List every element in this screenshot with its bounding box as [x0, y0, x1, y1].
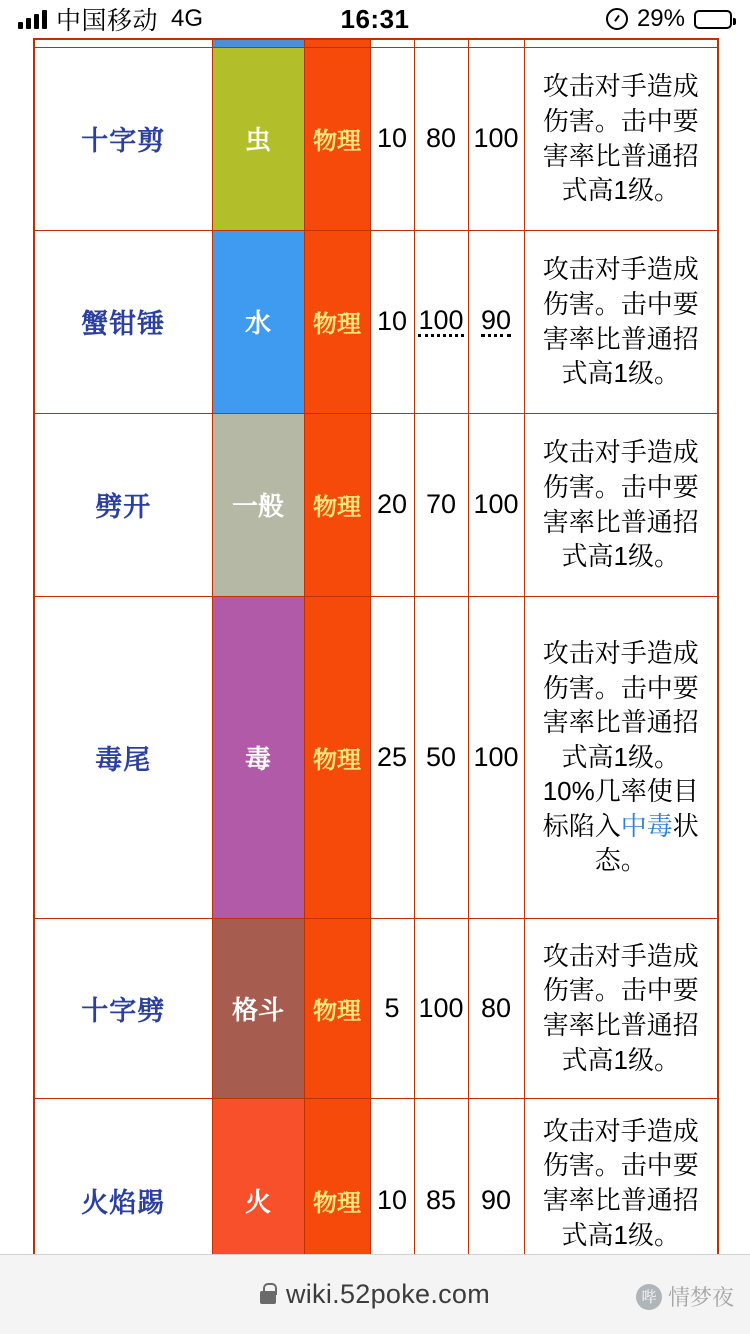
description-line: 攻击对手造成: [542, 1115, 699, 1146]
move-description-cell: [524, 596, 718, 918]
move-type-label: 格斗: [231, 994, 284, 1025]
move-pp-label: 10: [376, 123, 408, 153]
move-type-label: 虫: [244, 125, 271, 155]
move-category-cell[interactable]: [304, 230, 370, 413]
move-pp-cell: [370, 230, 414, 413]
move-power-cell: [414, 918, 468, 1098]
description-line: 害率比普通招: [542, 707, 699, 738]
carrier-label: 中国移动: [56, 7, 159, 35]
move-accuracy-label: 80: [480, 992, 512, 1023]
move-power-label: 100: [418, 306, 463, 337]
move-pp-cell: [370, 596, 414, 918]
description-line: 攻击对手造成: [542, 71, 699, 102]
move-type-label: 毒: [244, 743, 271, 774]
move-pp-label: 10: [376, 1184, 408, 1215]
move-description-cell: [524, 413, 718, 596]
move-category-label: 物理: [313, 311, 361, 338]
move-name-label[interactable]: 劈开: [95, 492, 152, 522]
status-bar-right: [606, 5, 732, 33]
move-type-cell[interactable]: [212, 413, 304, 596]
description-line: 伤害。击中要: [542, 288, 699, 319]
description-line: 攻击对手造成: [542, 254, 699, 285]
description-extra-line: 标陷入中毒状: [542, 810, 699, 841]
move-category-cell[interactable]: [304, 47, 370, 230]
location-arrow-icon: [606, 8, 628, 30]
description-line: 式高1级。: [561, 1044, 680, 1075]
move-accuracy-cell: [468, 413, 524, 596]
move-name-label[interactable]: 十字剪: [81, 126, 166, 156]
description-line: 伤害。击中要: [542, 1150, 699, 1181]
lock-icon: [260, 1291, 276, 1304]
move-category-label: 物理: [313, 128, 361, 155]
webpage-content[interactable]: [0, 38, 750, 1294]
table-row[interactable]: [34, 230, 718, 413]
move-pp-label: 25: [376, 741, 408, 772]
move-name-cell[interactable]: [34, 413, 212, 596]
status-bar-left: [18, 1, 203, 37]
description-line: 攻击对手造成: [542, 437, 699, 468]
description-extra-line: 10%几率使目: [542, 776, 699, 807]
description-line: 害率比普通招: [542, 1010, 699, 1040]
move-pp-label: 5: [384, 992, 400, 1023]
watermark: [636, 1281, 734, 1312]
description-line: 式高1级。: [561, 1219, 680, 1250]
move-accuracy-label: 100: [473, 489, 519, 519]
table-row[interactable]: [34, 47, 718, 230]
move-power-label: 70: [425, 489, 457, 519]
battery-percent-label: 29%: [636, 5, 685, 32]
move-type-cell[interactable]: [212, 596, 304, 918]
move-power-label: 100: [418, 992, 464, 1023]
description-line: 攻击对手造成: [542, 637, 699, 668]
move-name-label[interactable]: 十字劈: [81, 995, 166, 1026]
move-type-label: 水: [244, 308, 271, 338]
move-pp-label: 10: [376, 306, 408, 336]
description-line: 式高1级。: [561, 541, 680, 572]
move-pp-label: 20: [376, 489, 408, 519]
inline-link[interactable]: 中毒: [620, 810, 673, 841]
move-category-label: 物理: [313, 997, 361, 1025]
battery-icon: [694, 10, 732, 29]
description-line: 伤害。击中要: [542, 105, 699, 136]
table-cell: [468, 39, 524, 47]
move-category-label: 物理: [313, 494, 361, 521]
move-power-label: 80: [425, 123, 457, 153]
description-line: 伤害。击中要: [542, 471, 699, 502]
move-power-label: 50: [425, 741, 457, 772]
move-power-cell: [414, 596, 468, 918]
watermark-logo-icon: 哔: [636, 1284, 662, 1310]
move-name-label[interactable]: 蟹钳锤: [81, 309, 166, 339]
table-cell: [414, 39, 468, 47]
signal-bars-icon: [18, 9, 47, 29]
move-accuracy-label: 90: [480, 1184, 512, 1215]
move-category-cell[interactable]: [304, 918, 370, 1098]
move-pp-cell: [370, 413, 414, 596]
move-accuracy-cell: [468, 47, 524, 230]
move-power-label: 85: [425, 1184, 457, 1215]
move-description-cell: [524, 230, 718, 413]
table-row-partial: [34, 39, 718, 47]
move-name-cell[interactable]: [34, 230, 212, 413]
move-power-cell: [414, 413, 468, 596]
move-name-cell[interactable]: [34, 918, 212, 1098]
move-type-label: 火: [244, 1186, 271, 1217]
table-cell: [34, 39, 212, 47]
move-power-cell: [414, 47, 468, 230]
table-cell: [212, 39, 304, 47]
move-accuracy-label: 100: [473, 123, 519, 153]
description-line: 伤害。击中要: [542, 975, 699, 1006]
table-row[interactable]: [34, 918, 718, 1098]
move-description-cell: [524, 918, 718, 1098]
move-type-cell[interactable]: [212, 918, 304, 1098]
move-name-label[interactable]: 火焰踢: [81, 1187, 166, 1218]
description-line: 伤害。击中要: [542, 672, 699, 703]
move-type-label: 一般: [231, 491, 284, 521]
table-cell: [524, 39, 718, 47]
table-row[interactable]: [34, 413, 718, 596]
move-name-cell[interactable]: [34, 47, 212, 230]
description-extra-line: 态。: [594, 845, 647, 876]
status-bar: [0, 0, 750, 38]
move-pp-cell: [370, 47, 414, 230]
move-accuracy-cell: [468, 230, 524, 413]
url-label[interactable]: wiki.52poke.com: [285, 1279, 491, 1309]
move-accuracy-label: 90: [481, 306, 511, 337]
description-line: 害率比普通招: [542, 323, 699, 354]
move-name-cell[interactable]: [34, 596, 212, 918]
move-power-cell: [414, 230, 468, 413]
move-description-cell: [524, 47, 718, 230]
table-cell: [304, 39, 370, 47]
description-line: 式高1级。: [561, 175, 680, 206]
description-line: 攻击对手造成: [542, 940, 699, 971]
clock-label: 16:31: [340, 3, 410, 34]
move-category-cell[interactable]: [304, 596, 370, 918]
description-line: 式高1级。: [561, 741, 680, 772]
description-line: 害率比普通招: [542, 140, 699, 171]
move-category-label: 物理: [313, 746, 361, 774]
description-line: 害率比普通招: [542, 1184, 699, 1215]
table-row[interactable]: [34, 596, 718, 918]
move-type-cell[interactable]: [212, 230, 304, 413]
watermark-label: 情梦夜: [667, 1285, 734, 1310]
network-type-label: 4G: [171, 5, 204, 32]
move-type-cell[interactable]: [212, 47, 304, 230]
move-category-label: 物理: [313, 1189, 361, 1217]
description-line: 式高1级。: [561, 358, 680, 389]
move-category-cell[interactable]: [304, 413, 370, 596]
move-name-label[interactable]: 毒尾: [95, 744, 152, 775]
move-accuracy-cell: [468, 596, 524, 918]
move-table: [33, 38, 719, 1294]
description-line: 害率比普通招: [542, 506, 699, 537]
move-pp-cell: [370, 918, 414, 1098]
move-accuracy-cell: [468, 918, 524, 1098]
move-accuracy-label: 100: [473, 741, 519, 772]
table-cell: [370, 39, 414, 47]
